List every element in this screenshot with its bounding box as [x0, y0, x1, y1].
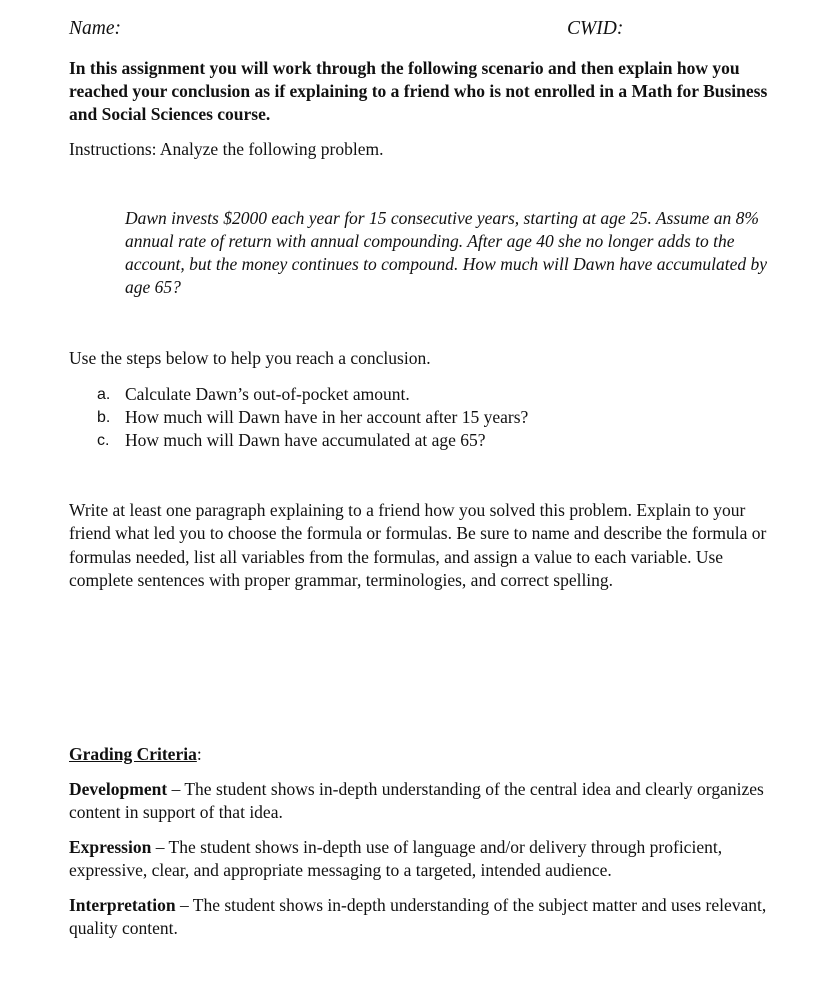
criterion-text: – The student shows in-depth understanding of the central idea and clearly organizes content in support of that idea. — [69, 779, 764, 822]
criterion-text: – The student shows in-depth use of language and/or delivery through proficient, expressive, clear, and appropriate messaging to a targeted, intended audience. — [69, 837, 723, 880]
criterion-term: Expression — [69, 837, 152, 857]
grading-criteria-heading — [69, 743, 202, 766]
criterion-term: Interpretation — [69, 895, 176, 915]
assignment-intro: In this assignment you will work through the following scenario and then explain how you reached your conclusion as if explaining to a friend who is not enrolled in a Math for Business and Social Sciences course. — [69, 58, 768, 124]
step-text: How much will Dawn have in her account after 15 years? — [125, 407, 529, 427]
list-item — [69, 406, 789, 429]
criterion-term: Development — [69, 779, 168, 799]
list-marker: a. — [97, 386, 111, 403]
steps-list — [69, 383, 789, 452]
criterion-interpretation — [69, 894, 769, 940]
steps-intro: Use the steps below to help you reach a conclusion. — [69, 348, 431, 368]
step-text: How much will Dawn have accumulated at age 65? — [125, 430, 486, 450]
list-item — [69, 383, 789, 406]
list-item — [69, 429, 789, 452]
step-text: Calculate Dawn’s out-of-pocket amount. — [125, 384, 410, 404]
criterion-text: – The student shows in-depth understanding of the subject matter and uses relevant, quality content. — [69, 895, 767, 938]
grading-title: Grading Criteria — [69, 744, 197, 764]
grading-title-suffix: : — [196, 744, 202, 764]
name-label: Name: — [69, 18, 121, 39]
criterion-development — [69, 778, 769, 824]
problem-statement: Dawn invests $2000 each year for 15 consecutive years, starting at age 25. Assume an 8% annual rate of return with annual compounding. After age 40 she no longer adds to the account, but the money continues to compound. How much will Dawn have accumulated by age 65? — [125, 208, 768, 297]
list-marker: b. — [97, 409, 111, 426]
cwid-label: CWID: — [567, 18, 624, 39]
list-marker: c. — [97, 432, 110, 449]
write-prompt: Write at least one paragraph explaining to a friend how you solved this problem. Explain to your friend what led you to choose the formula or formulas. Be sure to name and describe the formula or formulas needed, list all variables from the formulas, and assign a value to each variable. Use complete sentences with proper grammar, terminologies, and correct spelling. — [69, 500, 767, 590]
instructions: Instructions: Analyze the following problem. — [69, 139, 384, 159]
criterion-expression — [69, 836, 769, 882]
